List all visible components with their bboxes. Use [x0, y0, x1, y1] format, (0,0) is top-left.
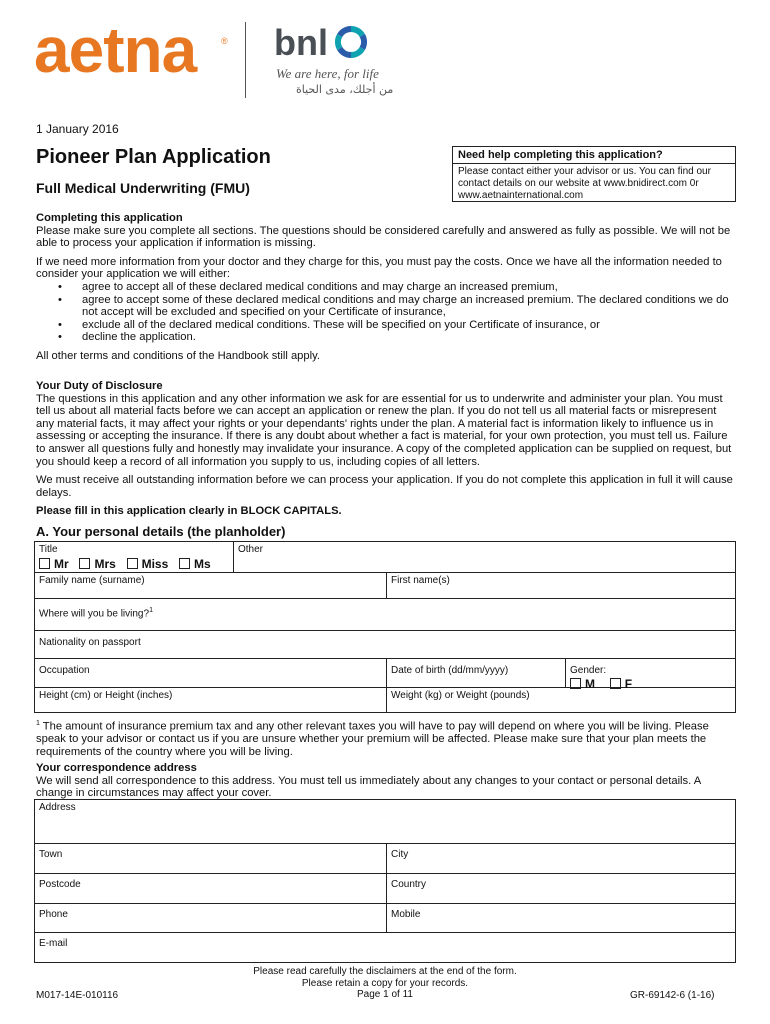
duty-section: [36, 380, 736, 518]
mobile-label: Mobile: [391, 909, 421, 920]
completing-section: [36, 212, 736, 363]
correspondence-section: [36, 762, 736, 800]
phone-label: Phone: [39, 909, 68, 920]
dob-field[interactable]: [387, 659, 565, 687]
gender-f-label: F: [624, 677, 633, 691]
address-label: Address: [39, 802, 76, 813]
footnote-marker: 1: [36, 720, 40, 727]
title-mrs-label: Mrs: [94, 557, 116, 571]
gender-cell: [566, 659, 735, 691]
living-row: [35, 599, 735, 631]
aetna-logo: aetna: [34, 14, 197, 86]
title-mrs-checkbox[interactable]: [79, 558, 90, 569]
postcode-row: [35, 874, 735, 904]
occupation-label: Occupation: [39, 665, 90, 676]
help-box-body: Please contact either your advisor or us. You can find our contact details on our website at www.bnidirect.com 0r www.aetnainternational.com: [458, 166, 711, 201]
correspondence-table: [34, 799, 736, 963]
town-field[interactable]: [35, 844, 386, 873]
bullet-icon: •: [58, 280, 62, 293]
living-label: Where will you be living?: [39, 608, 150, 620]
town-label: Town: [39, 849, 63, 860]
bullet-icon: •: [58, 293, 62, 306]
list-item: • agree to accept some of these declared medical conditions and may charge an increased premium. The declared conditions we do not accept will be excluded and specified on your Certificate of insurance,: [58, 293, 729, 319]
duty-heading: Your Duty of Disclosure: [36, 380, 163, 392]
title-cell: [35, 542, 233, 572]
phone-row: [35, 904, 735, 933]
city-field[interactable]: [387, 844, 735, 873]
page-title: Pioneer Plan Application: [36, 146, 271, 168]
title-label: Title: [39, 544, 58, 555]
duty-paragraph-2: We must receive all outstanding information before we can process your application. If you do not complete this application in full it will cause delays.: [36, 474, 733, 499]
address-field[interactable]: [35, 800, 735, 843]
country-label: Country: [391, 879, 427, 890]
nationality-row: [35, 631, 735, 659]
completing-heading: Completing this application: [36, 212, 183, 224]
title-mr-label: Mr: [54, 557, 69, 571]
gender-m-label: M: [585, 677, 595, 691]
document-date: 1 January 2016: [36, 122, 119, 136]
postcode-label: Postcode: [39, 879, 81, 890]
first-names-label: First name(s): [391, 575, 450, 586]
footer-notes: [200, 966, 570, 1001]
family-name-field[interactable]: [35, 573, 386, 598]
gender-label: Gender:: [570, 665, 607, 676]
title-ms-label: Ms: [194, 557, 211, 571]
completing-paragraph-2: If we need more information from your doctor and they charge for this, you must pay the costs. Once we have all the information needed to consider your application we will either:: [36, 255, 722, 281]
list-item: • exclude all of the declared medical conditions. These will be specified on your Certificate of insurance, or: [58, 318, 600, 331]
bullet-icon: •: [58, 318, 62, 331]
nationality-label: Nationality on passport: [39, 637, 141, 648]
correspondence-text: We will send all correspondence to this address. You must tell us immediately about any changes to your contact or personal details. A change in circumstances may affect your cover.: [36, 774, 701, 800]
personal-details-table: [34, 541, 736, 713]
title-mr-checkbox[interactable]: [39, 558, 50, 569]
dob-label: Date of birth (dd/mm/yyyy): [391, 665, 509, 676]
title-miss-checkbox[interactable]: [127, 558, 138, 569]
name-row: [35, 573, 735, 599]
section-a-heading: A. Your personal details (the planholder): [36, 524, 286, 539]
help-box: [452, 146, 736, 202]
height-label: Height (cm) or Height (inches): [39, 690, 173, 701]
help-box-heading: Need help completing this application?: [453, 147, 735, 164]
email-row: [35, 933, 735, 963]
list-item: • decline the application.: [58, 331, 196, 344]
country-field[interactable]: [387, 874, 735, 903]
weight-field[interactable]: [387, 688, 735, 712]
completing-bullet-list: [36, 281, 736, 344]
bullet-icon: •: [58, 331, 62, 344]
title-ms-checkbox[interactable]: [179, 558, 190, 569]
list-item: • agree to accept all of these declared medical conditions and may charge an increased premium,: [58, 280, 558, 293]
title-miss-label: Miss: [141, 557, 169, 571]
logo-divider: [245, 22, 246, 98]
completing-paragraph-1: Please make sure you complete all sections. The questions should be considered carefully and answered as fully as possible. We will not be able to process your application if information is missing.: [36, 224, 731, 250]
title-row: [35, 542, 735, 573]
first-names-field[interactable]: [387, 573, 735, 598]
form-code-left: M017-14E-010116: [36, 990, 119, 1001]
family-name-label: Family name (surname): [39, 575, 145, 586]
duty-paragraph-1: The questions in this application and any other information we ask for are essential for us to underwrite and administer your plan. You must tell us about all material facts before we can accept an application or renew the plan. If you do not tell us all material facts or misrepresent any material facts, it may affect your rights or your dependants' rights under the plan. A material fact is information likely to influence us in assessing or accepting the insurance. If there is any doubt about whether a fact is material, for your own protection, you must tell us. Failure to answer all questions fully and honestly may invalidate your insurance. A copy of the completed application can be supplied on request, but you should keep a record of all information you supply to us, including copies of all letters.: [36, 392, 732, 468]
footnote-text: The amount of insurance premium tax and any other relevant taxes you will have to pay will depend on where you will be living. Please speak to your advisor or contact us if you are unsure whether your premium will be affected. Please make sure that your plan meets the requirements of the country where you will be living.: [36, 720, 709, 758]
title-options: [39, 557, 229, 571]
page-number: Page 1 of 11: [357, 989, 413, 1000]
town-row: [35, 844, 735, 874]
bnl-logo: bnl: [274, 22, 328, 63]
address-row: [35, 800, 735, 844]
occupation-row: [35, 659, 735, 691]
footer-retain-note: Please retain a copy for your records.: [301, 977, 469, 989]
occupation-field[interactable]: [35, 659, 386, 687]
bnl-tagline: We are here, for life: [276, 66, 379, 81]
weight-label: Weight (kg) or Weight (pounds): [391, 690, 530, 701]
city-label: City: [391, 849, 409, 860]
title-other-field[interactable]: [234, 542, 735, 572]
aetna-registered-mark: ®: [221, 36, 228, 46]
height-weight-row: [35, 688, 735, 713]
bnl-logo-mark-icon: [333, 24, 369, 60]
title-other-label: Other: [238, 544, 264, 555]
footnote: [36, 718, 736, 759]
mobile-field[interactable]: [387, 904, 735, 932]
postcode-field[interactable]: [35, 874, 386, 903]
nationality-field[interactable]: [35, 631, 735, 658]
email-field[interactable]: [35, 933, 735, 962]
form-code-right: GR-69142-6 (1-16): [630, 990, 715, 1001]
email-label: E-mail: [39, 938, 68, 949]
correspondence-heading: Your correspondence address: [36, 762, 197, 774]
phone-field[interactable]: [35, 904, 386, 932]
living-field[interactable]: [35, 599, 735, 630]
bnl-arabic-tagline: من أجلك، مدى الحياة: [296, 83, 394, 96]
block-capitals-instruction: Please fill in this application clearly in BLOCK CAPITALS.: [36, 505, 342, 518]
living-footnote-ref: 1: [149, 607, 153, 614]
completing-paragraph-3: All other terms and conditions of the Handbook still apply.: [36, 349, 320, 362]
height-field[interactable]: [35, 688, 386, 712]
page-subtitle: Full Medical Underwriting (FMU): [36, 180, 250, 196]
footer-disclaimer-note: Please read carefully the disclaimers at the end of the form.: [253, 966, 517, 977]
